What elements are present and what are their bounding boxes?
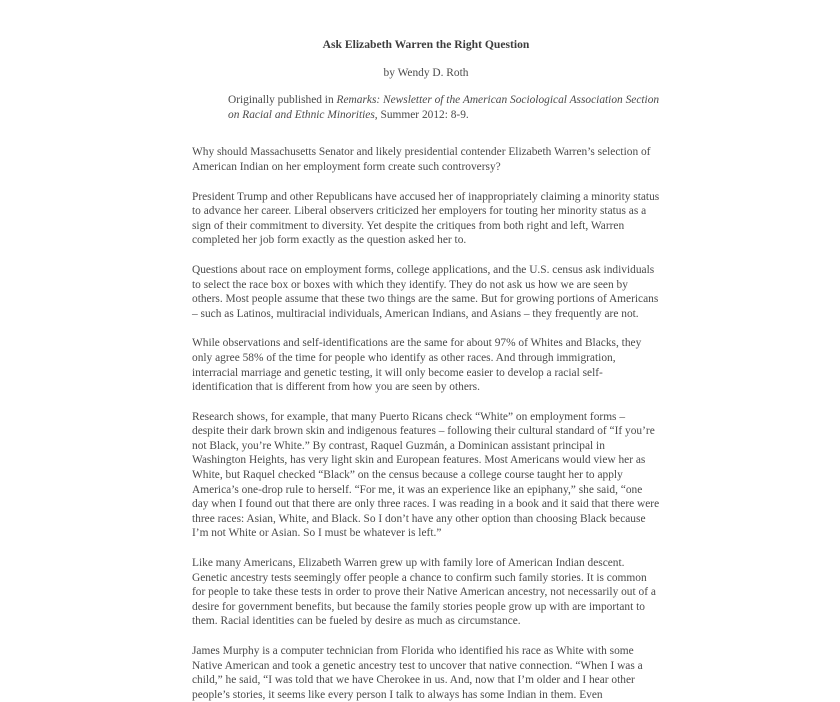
paragraph: Questions about race on employment forms, college applications, and the U.S. census ask individuals to select the race box or boxes with which they identify. They do not ask us how we are seen by others. Most people assume that these two things are the same. But for growing portions of Americans – such as Latinos, multiracial individuals, American Indians, and Asians – they frequently are not. (192, 263, 659, 320)
document-byline: by Wendy D. Roth (383, 66, 469, 79)
paragraph: Like many Americans, Elizabeth Warren grew up with family lore of American Indian descent. Genetic ancestry tests seemingly offer people a chance to confirm such family stories. It is common for people to take these tests in order to prove their Native American ancestry, not necessarily out of a desire for government benefits, but because the family stories people grow up with are important to them. Racial identities can be fueled by desire as much as circumstance. (192, 557, 656, 628)
publication-prefix: Originally published in (228, 94, 337, 107)
paragraph: Research shows, for example, that many Puerto Ricans check “White” on employment forms – despite their dark brown skin and indigenous features – following their cultural standard of “If you’re not Black, you’re White.” By contrast, Raquel Guzmán, a Dominican assistant principal in Washington Heights, has very light skin and European features. Most Americans would view her as White, but Raquel checked “Black” on the census because a college course taught her to apply America’s one-drop rule to herself. “For me, it was an experience like an epiphany,” she said, “one day when I found out that there are only three races. I was reading in a book and it said that there were three races: Asian, White, and Black. So I don’t have any other option than choosing Black because I’m not White or Asian. So I must be whatever is left.” (192, 410, 660, 540)
document-title: Ask Elizabeth Warren the Right Question (322, 38, 530, 51)
publication-note (228, 93, 660, 122)
publication-source: Remarks: Newsletter of the American Sociological Association Section on Racial and Ethnic Minorities (228, 94, 660, 121)
paragraph: Why should Massachusetts Senator and likely presidential contender Elizabeth Warren’s selection of American Indian on her employment form create such controversy? (192, 146, 651, 173)
paragraph: James Murphy is a computer technician from Florida who identified his race as White with some Native American and took a genetic ancestry test to uncover that native connection. “When I was a child,” he said, “I was told that we have Cherokee in us. And, now that I’m older and I hear other people’s stories, it seems like every person I talk to always has some Indian in them. Even (192, 645, 643, 701)
paragraph: While observations and self-identifications are the same for about 97% of Whites and Blacks, they only agree 58% of the time for people who identify as other races. And through immigration, interracial marriage and genetic testing, it will only become easier to develop a racial self-identification that is different from how you are seen by others. (192, 337, 642, 394)
paragraph: President Trump and other Republicans have accused her of inappropriately claiming a minority status to advance her career. Liberal observers criticized her employers for touting her minority status as a sign of their commitment to diversity. Yet despite the critiques from both right and left, Warren completed her job form exactly as the question asked her to. (192, 190, 660, 247)
publication-suffix: , Summer 2012: 8-9. (374, 108, 469, 121)
document-body (192, 38, 660, 702)
